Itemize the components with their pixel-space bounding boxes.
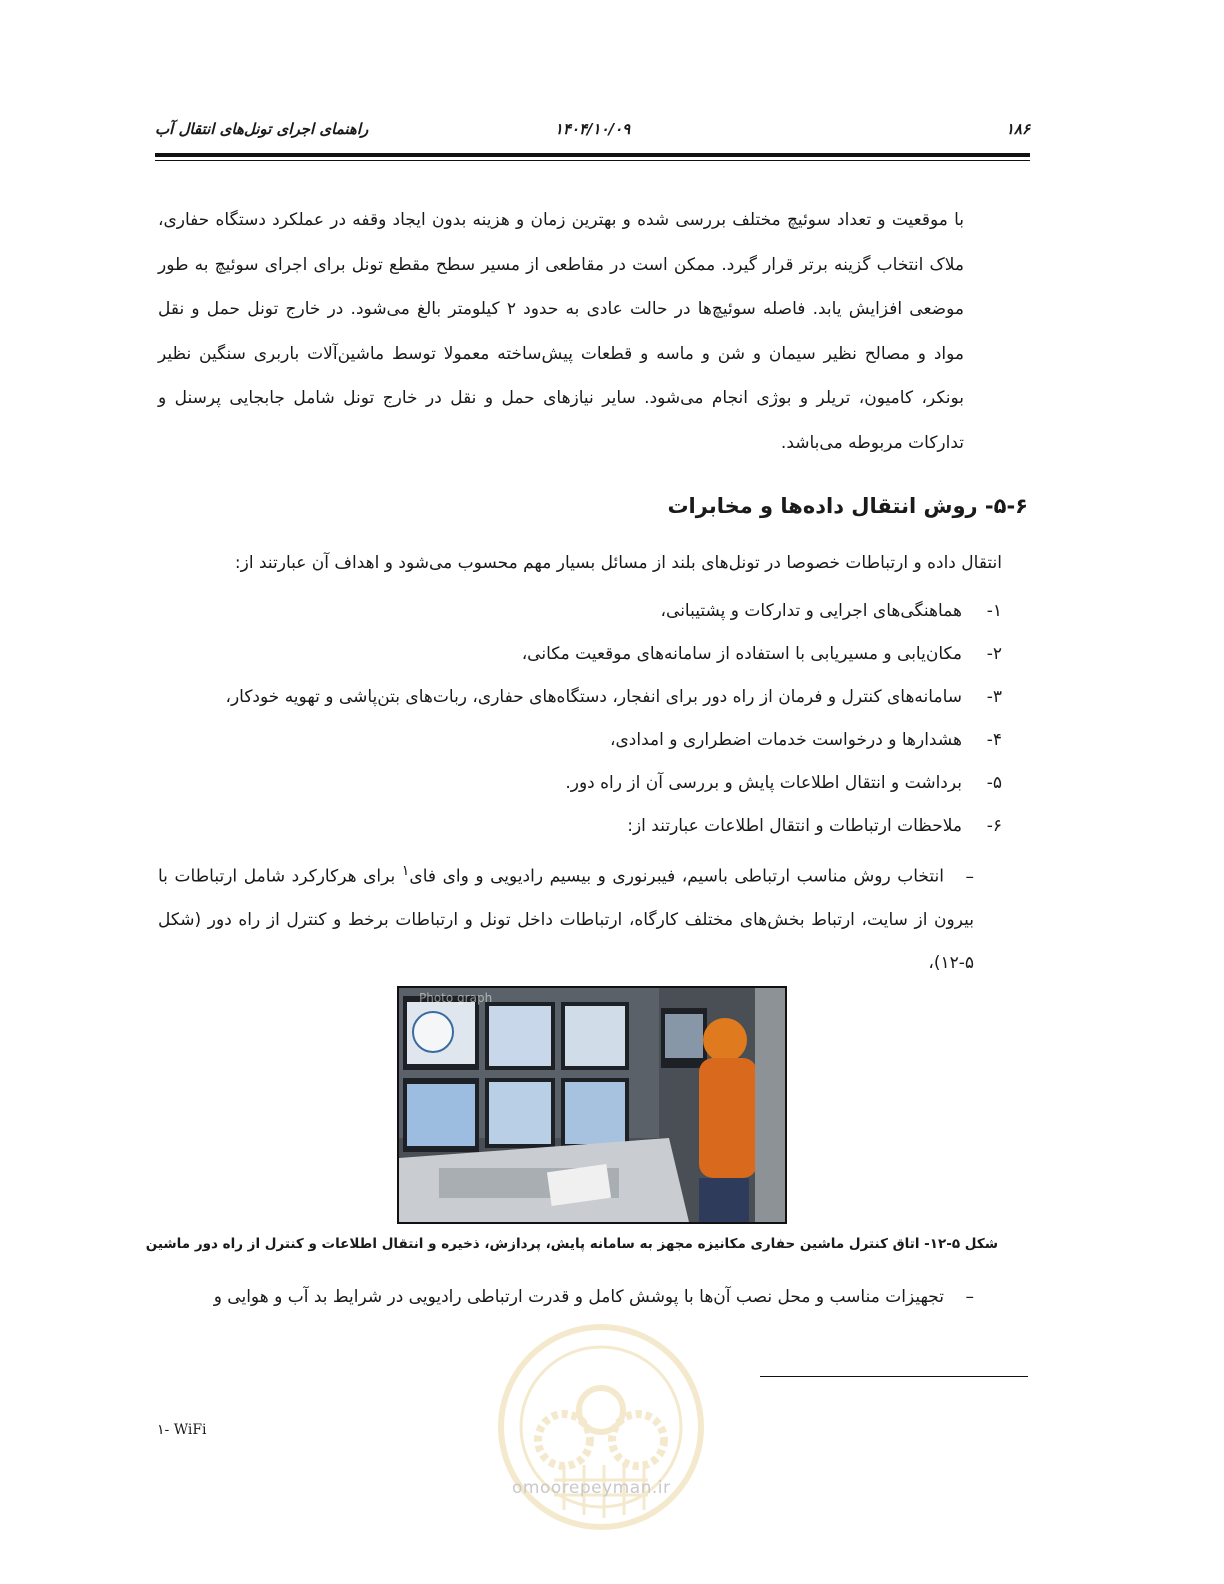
page-number: ۱۸۶ — [1005, 120, 1030, 138]
photo-illustration — [399, 988, 785, 1222]
watermark-logo — [494, 1320, 708, 1534]
list-number: ۵- — [986, 773, 1002, 793]
list-number: ۳- — [986, 687, 1002, 707]
footnote: ۱- WiFi — [157, 1422, 207, 1438]
running-header — [155, 120, 1030, 144]
list-item — [225, 811, 1002, 854]
dash-text-cont: برای هرکارکرد شامل ارتباطات با بیرون از سایت، ارتباط بخش‌های مختلف کارگاه، ارتباطات داخل تونل و ارتباطات برخط و کنترل از راه دور (شکل ۵-۱۲)، — [158, 866, 974, 973]
list-text: هشدارها و درخواست خدمات اضطراری و امدادی، — [610, 730, 962, 750]
objectives-list — [225, 596, 1002, 854]
footnote-ref[interactable]: ۱ — [401, 863, 410, 879]
footnote-rule — [760, 1376, 1028, 1377]
photo-watermark-text: Photo graph — [419, 991, 493, 1005]
list-text: ملاحظات ارتباطات و انتقال اطلاعات عبارتند از: — [627, 816, 962, 836]
control-room-photo — [397, 986, 787, 1224]
dash-text: انتخاب روش مناسب ارتباطی باسیم، فیبرنوری و بیسیم رادیویی و وای فای — [409, 866, 944, 887]
list-number: ۴- — [986, 730, 1002, 750]
list-text: مکان‌یابی و مسیریابی با استفاده از سامانه‌های موقعیت مکانی، — [521, 644, 962, 664]
list-item — [225, 682, 1002, 725]
list-item — [225, 768, 1002, 811]
list-item — [225, 596, 1002, 639]
section-heading: ۵-۶- روش انتقال داده‌ها و مخابرات — [667, 494, 1028, 518]
list-number: ۱- — [986, 601, 1002, 621]
dash-text: تجهیزات مناسب و محل نصب آن‌ها با پوشش کامل و قدرت ارتباطی رادیویی در شرایط بد آب و هوایی و — [213, 1287, 944, 1307]
figure-caption: شکل ۵-۱۲- اتاق کنترل ماشین حفاری مکانیزه مجهز به سامانه پایش، پردازش، ذخیره و انتقال اطلاعات و کنترل از راه دور ماشین — [145, 1236, 998, 1252]
header-rule-thick — [155, 153, 1030, 157]
dash-item — [158, 1282, 974, 1312]
dash-marker: – — [965, 866, 974, 887]
list-text: سامانه‌های کنترل و فرمان از راه دور برای انفجار، دستگاه‌های حفاری، ربات‌های بتن‌پاشی و تهویه خودکار، — [225, 687, 962, 707]
list-item — [225, 639, 1002, 682]
dash-item — [158, 850, 974, 985]
list-number: ۶- — [986, 816, 1002, 836]
list-text: هماهنگی‌های اجرایی و تدارکات و پشتیبانی، — [660, 601, 962, 621]
header-rule-thin — [155, 160, 1030, 161]
list-text: برداشت و انتقال اطلاعات پایش و بررسی آن از راه دور. — [565, 773, 962, 793]
watermark-url: omoorepeyman.ir — [512, 1478, 671, 1498]
dash-marker: – — [965, 1287, 974, 1307]
list-number: ۲- — [986, 644, 1002, 664]
list-item — [225, 725, 1002, 768]
body-paragraph: با موقعیت و تعداد سوئیچ مختلف بررسی شده و بهترین زمان و هزینه بدون ایجاد وقفه در عملکرد دستگاه حفاری، ملاک انتخاب گزینه برتر قرار گیرد. ممکن است در مقاطعی از مسیر سطح مقطع تونل برای اجرای سوئیچ به طور موضعی افزایش یابد. فاصله سوئیچ‌ها در حالت عادی به حدود ۲ کیلومتر بالغ می‌شود. در خارج تونل حمل و نقل مواد و مصالح نظیر سیمان و شن و ماسه و قطعات پیش‌ساخته معمولا توسط ماشین‌آلات باربری سنگین نظیر بونکر، کامیون، تریلر و بوژی انجام می‌شود. سایر نیازهای حمل و نقل در خارج تونل شامل جابجایی پرسنل و تدارکات مربوطه می‌باشد. — [158, 210, 964, 453]
header-date: ۱۴۰۴/۱۰/۰۹ — [554, 120, 631, 138]
section-intro: انتقال داده و ارتباطات خصوصا در تونل‌های بلند از مسائل بسیار مهم محسوب می‌شود و اهداف آن عبارتند از: — [234, 553, 1002, 573]
book-title: راهنمای اجرای تونل‌های انتقال آب — [155, 120, 369, 138]
